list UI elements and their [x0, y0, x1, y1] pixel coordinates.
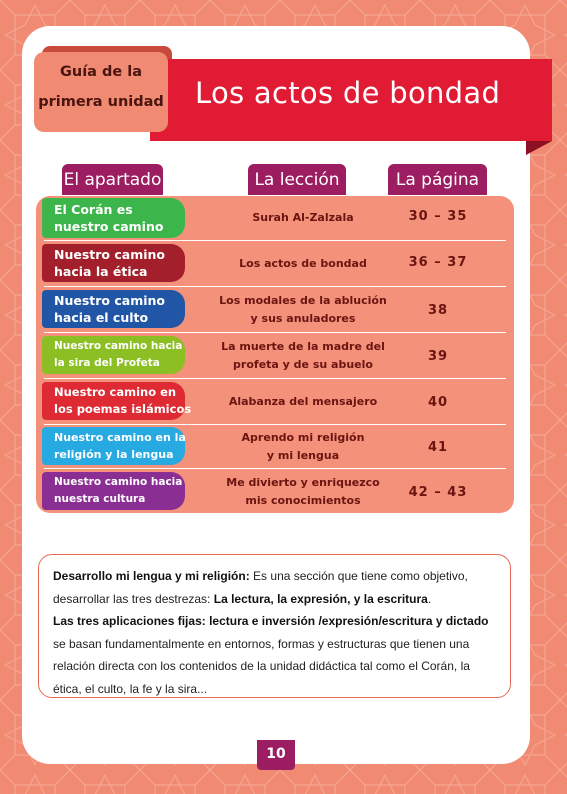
column-header-section: El apartado	[62, 164, 163, 195]
section-label-line: Nuestro camino en la	[54, 431, 186, 444]
page-range: 30 – 35	[408, 208, 468, 224]
section-label-ethics	[42, 244, 185, 282]
unit-guide-label	[34, 52, 168, 132]
lesson-title	[218, 336, 388, 376]
unit-guide-line-2: primera unidad	[38, 94, 164, 110]
section-label-line: nuestra cultura	[54, 493, 146, 505]
section-label-poems	[42, 382, 192, 420]
section-label-culture	[42, 472, 185, 510]
lesson-title	[218, 472, 388, 512]
section-label-worship	[42, 290, 185, 328]
page-range: 36 – 37	[408, 254, 468, 270]
lesson-title-line: La muerte de la madre del	[221, 340, 385, 353]
lesson-title	[218, 244, 388, 284]
section-label-line: Nuestro camino	[54, 293, 165, 308]
lesson-title-line: y mi lengua	[266, 449, 340, 462]
section-label-line: Nuestro camino hacia	[54, 476, 183, 488]
lesson-title-line: Me divierto y enriquezco	[226, 476, 380, 489]
section-label-line: Nuestro camino hacia	[54, 340, 183, 352]
title-band-fold	[526, 141, 552, 155]
section-label-sira	[42, 336, 185, 374]
page-range: 41	[427, 439, 449, 455]
lesson-title-line: mis conocimientos	[245, 494, 361, 507]
page-range: 42 – 43	[408, 484, 468, 500]
section-label-line: El Corán es	[54, 202, 133, 217]
row-divider	[44, 424, 506, 425]
column-header-lesson: La lección	[248, 164, 346, 195]
section-label-line: hacia el culto	[54, 310, 149, 325]
lesson-title-line: Los modales de la ablución	[219, 294, 387, 307]
section-label-line: hacia la ética	[54, 264, 148, 279]
lesson-title-line: Surah Al-Zalzala	[252, 211, 354, 224]
lesson-title-line: Aprendo mi religión	[241, 431, 365, 444]
lesson-title	[218, 198, 388, 238]
row-divider	[44, 286, 506, 287]
section-label-line: Nuestro camino	[54, 247, 165, 262]
row-divider	[44, 332, 506, 333]
section-label-line: Nuestro camino en	[54, 385, 177, 399]
section-label-line: la sira del Profeta	[54, 357, 160, 369]
section-label-line: religión y la lengua	[54, 448, 174, 461]
row-divider	[44, 240, 506, 241]
page-number: 10	[257, 740, 295, 770]
section-label-line: nuestro camino	[54, 219, 164, 234]
unit-guide-line-1: Guía de la	[59, 64, 143, 80]
section-label-line: los poemas islámicos	[54, 402, 192, 416]
lesson-title	[218, 290, 388, 330]
section-label-quran	[42, 198, 185, 238]
section-label-religion-language	[42, 427, 185, 465]
page-range: 39	[427, 348, 449, 364]
info-heading-2: Las tres aplicaciones fijas: lectura e inversión /expresión/escritura y dictado	[53, 614, 489, 628]
info-skills: La lectura, la expresión, y la escritura	[213, 591, 428, 606]
info-box	[38, 554, 511, 698]
row-divider	[44, 378, 506, 379]
info-heading-1: Desarrollo mi lengua y mi religión:	[53, 569, 250, 583]
column-header-page: La página	[388, 164, 487, 195]
lesson-title-line: Los actos de bondad	[239, 257, 367, 270]
info-text-1-end: .	[427, 591, 432, 606]
lesson-title-line: profeta y de su abuelo	[233, 358, 373, 371]
page-range: 40	[427, 394, 449, 410]
lesson-title-line: Alabanza del mensajero	[228, 395, 378, 408]
info-text-1: Es una sección que tiene como objetivo, desarrollar las tres destrezas:	[53, 569, 468, 606]
lesson-title	[218, 382, 388, 422]
info-text-2: se basan fundamentalmente en entornos, formas y estructuras que tienen una relación directa con los contenidos de la unidad didáctica tal como el Corán, la ética, el culto, la fe y la sira...	[53, 636, 470, 696]
page-range: 38	[427, 302, 449, 318]
page-title: Los actos de bondad	[195, 76, 501, 110]
lesson-title	[218, 427, 388, 467]
lesson-title-line: y sus anuladores	[250, 312, 356, 325]
row-divider	[44, 468, 506, 469]
